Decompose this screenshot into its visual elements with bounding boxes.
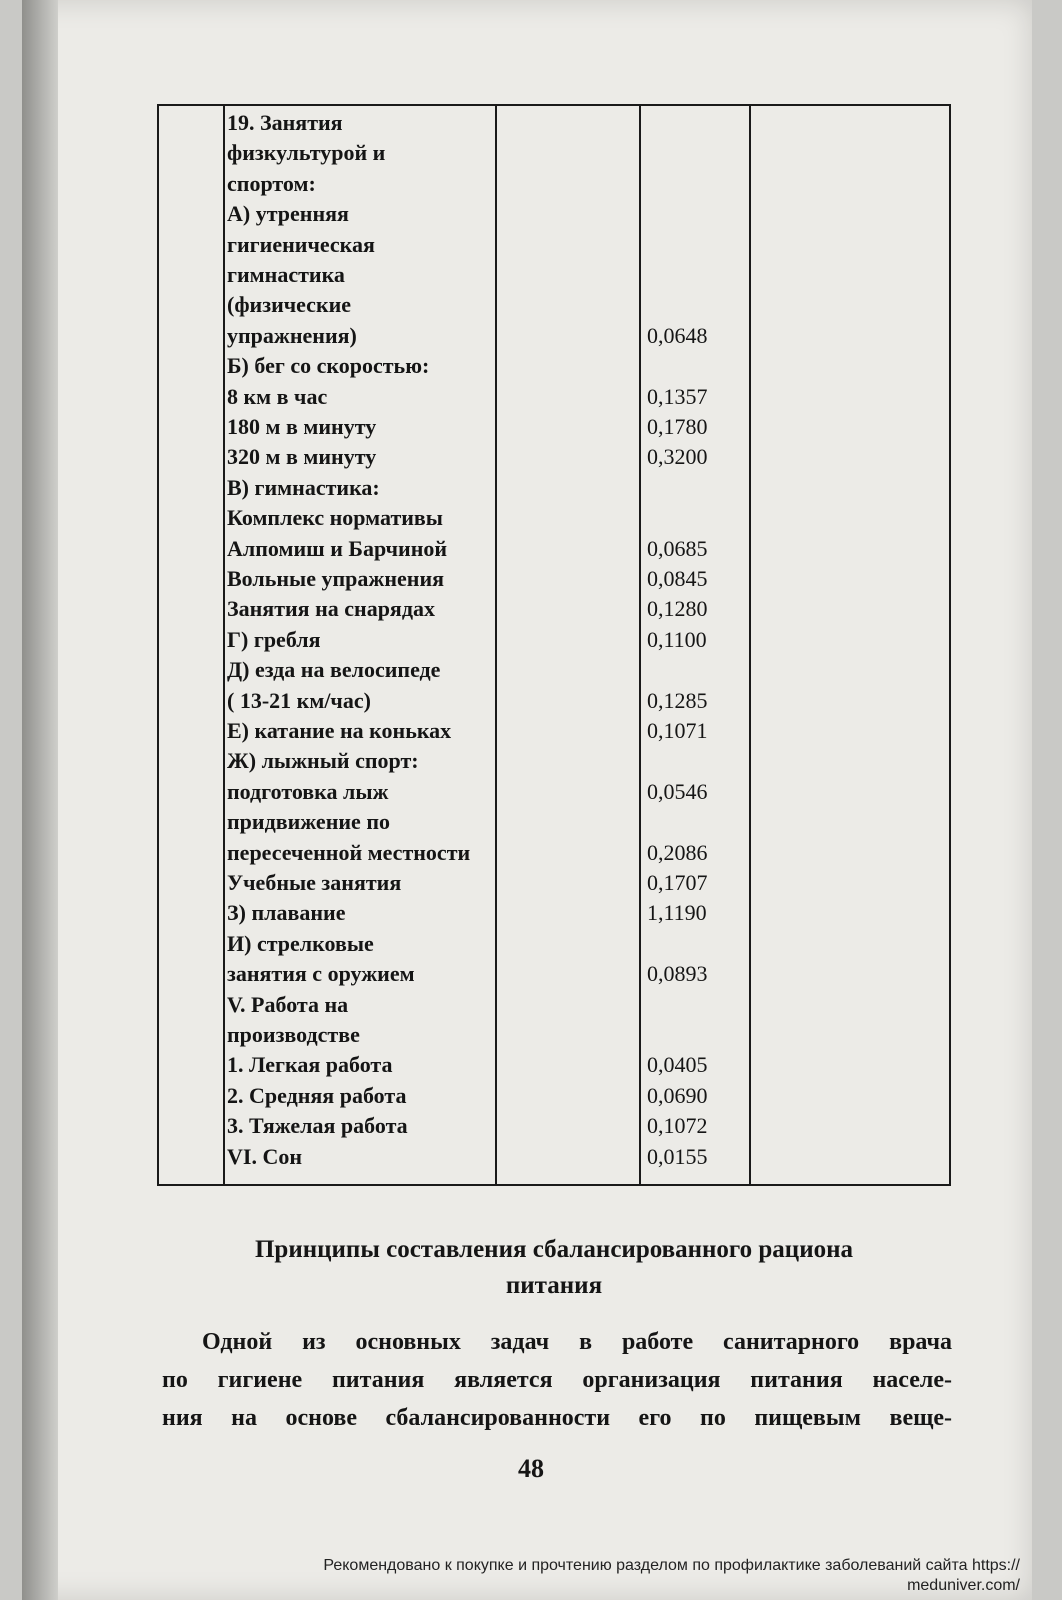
- activity-label: производстве: [227, 1022, 360, 1047]
- book-page: [22, 0, 1032, 1600]
- activity-label: физкультурой и: [227, 140, 386, 166]
- energy-coefficient-value: 0,1285: [647, 687, 708, 713]
- energy-coefficient-value: 0,0648: [647, 322, 708, 348]
- table-row: [159, 1020, 949, 1050]
- book-spine-shadow: [22, 0, 58, 1600]
- table-row: [159, 138, 949, 168]
- activity-label: 180 м в минуту: [227, 414, 377, 439]
- energy-coefficient-value: 0,1072: [647, 1113, 708, 1139]
- activity-label: Г) гребля: [227, 626, 321, 652]
- energy-coefficient-value: 0,0405: [647, 1052, 708, 1078]
- energy-coefficient-value: 0,0685: [647, 535, 708, 561]
- activity-label: упражнения): [227, 322, 357, 348]
- activity-label: пересеченной местности: [227, 839, 471, 865]
- activity-label: гигиеническая: [227, 231, 375, 257]
- table-row: [159, 625, 949, 655]
- activity-label: Б) бег со скоростью:: [227, 353, 430, 379]
- table-row: [159, 686, 949, 716]
- table-row: [159, 230, 949, 260]
- activity-label: Занятия на снарядах: [227, 596, 435, 622]
- table-row: [159, 838, 949, 868]
- activity-label: 320 м в минуту: [227, 444, 377, 470]
- energy-expenditure-table: [157, 104, 951, 1186]
- activity-label: 3. Тяжелая работа: [227, 1113, 408, 1139]
- table-row: [159, 351, 949, 381]
- energy-coefficient-value: 0,1100: [647, 626, 707, 652]
- energy-coefficient-value: 0,1780: [647, 414, 708, 439]
- section-heading-line-2: питания: [505, 1272, 603, 1299]
- activity-label: З) плавание: [227, 900, 346, 926]
- section-heading-line-1: Принципы составления сбалансированного рациона: [254, 1236, 854, 1263]
- section-heading: [157, 1232, 951, 1304]
- energy-coefficient-value: 0,2086: [647, 839, 708, 865]
- energy-coefficient-value: 0,0546: [647, 778, 708, 804]
- site-footer-note: [60, 1556, 1020, 1596]
- activity-label: придвижение по: [227, 809, 390, 835]
- table-row: [159, 1142, 949, 1172]
- table-row: [159, 442, 949, 472]
- energy-coefficient-value: 0,0155: [647, 1143, 708, 1169]
- energy-coefficient-value: 0,1280: [647, 596, 708, 622]
- energy-coefficient-value: 0,0893: [647, 961, 708, 987]
- paragraph-line-1: Одной из основных задач в работе санитарного врача: [202, 1329, 952, 1355]
- activity-label: Ж) лыжный спорт:: [227, 748, 419, 774]
- footer-line-1: Рекомендовано к покупке и прочтению разделом по профилактике заболеваний сайта https://: [323, 1557, 1020, 1574]
- activity-label: 2. Средняя работа: [227, 1082, 407, 1108]
- energy-coefficient-value: 0,0690: [647, 1082, 708, 1108]
- paragraph-line-2: по гигиене питания является организация питания населе-: [162, 1367, 952, 1393]
- activity-label: Вольные упражнения: [227, 566, 445, 591]
- table-row: [159, 1111, 949, 1141]
- energy-coefficient-value: 0,0845: [647, 566, 708, 591]
- table-row: [159, 1081, 949, 1111]
- energy-coefficient-value: 0,1071: [647, 718, 708, 743]
- activity-label: И) стрелковые: [227, 930, 374, 956]
- table-row: [159, 807, 949, 837]
- table-row: [159, 959, 949, 989]
- activity-label: (физические: [227, 292, 352, 318]
- activity-label: VI. Сон: [227, 1143, 303, 1169]
- energy-coefficient-value: 1,1190: [647, 900, 707, 926]
- body-paragraph: [162, 1323, 952, 1437]
- table-row: [159, 777, 949, 807]
- table-row: [159, 382, 949, 412]
- footer-line-2: meduniver.com/: [907, 1577, 1020, 1594]
- page-number: 48: [518, 1454, 544, 1483]
- paragraph-line-3: ния на основе сбалансированности его по пищевым веще-: [162, 1405, 952, 1431]
- table-row: [159, 108, 949, 138]
- energy-coefficient-value: 0,1357: [647, 383, 708, 409]
- table-row: [159, 534, 949, 564]
- table-row: [159, 1050, 949, 1080]
- activity-label: Алпомиш и Барчиной: [227, 535, 448, 561]
- activity-label: спортом:: [227, 170, 316, 196]
- table-row: [159, 990, 949, 1020]
- activity-label: В) гимнастика:: [227, 474, 380, 500]
- table-row: [159, 503, 949, 533]
- activity-label: занятия с оружием: [227, 961, 415, 987]
- table-row: [159, 564, 949, 594]
- table-row: [159, 169, 949, 199]
- activity-label: Д) езда на велосипеде: [227, 657, 441, 683]
- table-row: [159, 199, 949, 229]
- table-row: [159, 929, 949, 959]
- activity-label: 1. Легкая работа: [227, 1052, 393, 1078]
- activity-label: А) утренняя: [227, 201, 349, 227]
- energy-coefficient-value: 0,1707: [647, 870, 708, 895]
- activity-label: Учебные занятия: [227, 870, 402, 895]
- activity-label: ( 13-21 км/час): [227, 687, 371, 713]
- activity-label: Комплекс нормативы: [227, 505, 443, 531]
- activity-label: 19. Занятия: [227, 110, 343, 135]
- activity-label: подготовка лыж: [227, 778, 389, 804]
- table-row: [159, 898, 949, 928]
- table-row: [159, 594, 949, 624]
- table-row: [159, 412, 949, 442]
- table-row: [159, 290, 949, 320]
- table-row: [159, 321, 949, 351]
- activity-label: гимнастика: [227, 262, 345, 287]
- energy-coefficient-value: 0,3200: [647, 444, 708, 470]
- table-row: [159, 868, 949, 898]
- activity-label: Е) катание на коньках: [227, 718, 452, 743]
- activity-label: V. Работа на: [227, 991, 349, 1017]
- table-row: [159, 655, 949, 685]
- activity-label: 8 км в час: [227, 383, 328, 409]
- table-row: [159, 746, 949, 776]
- table-row: [159, 716, 949, 746]
- table-row: [159, 473, 949, 503]
- table-row: [159, 260, 949, 290]
